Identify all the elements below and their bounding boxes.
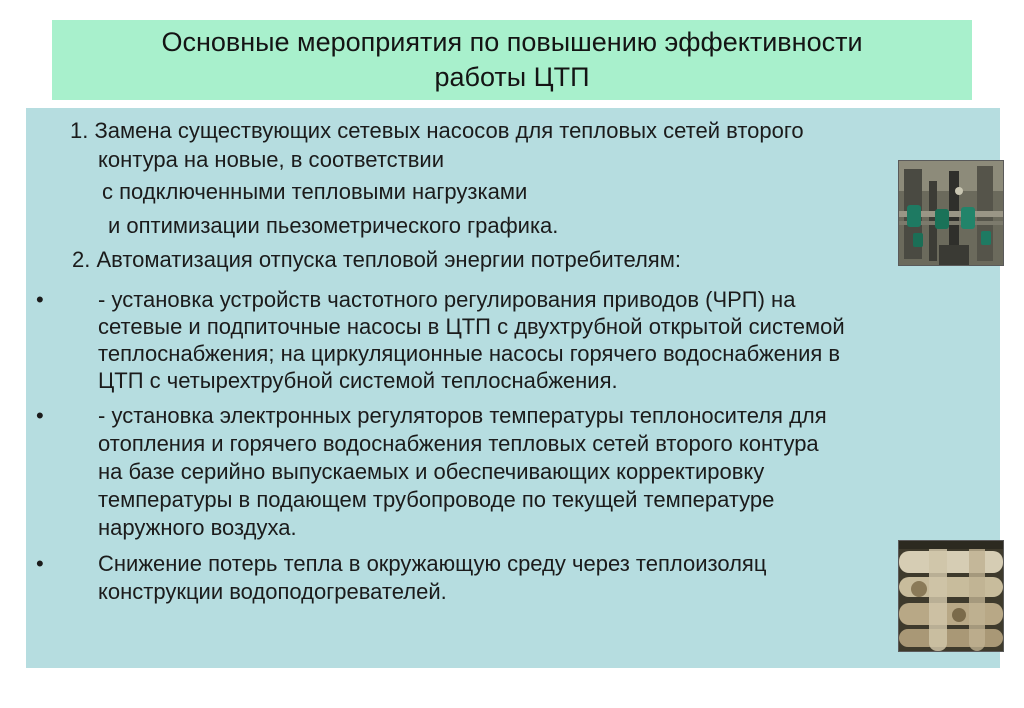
bullet3-line-1: Снижение потерь тепла в окружающую среду через теплоизоляц	[98, 551, 767, 576]
bullet2-line-1: - установка электронных регуляторов температуры теплоносителя для	[98, 403, 827, 428]
bullet-marker: •	[36, 403, 44, 428]
bullet1-line-3: теплоснабжения; на циркуляционные насосы горячего водоснабжения в	[98, 341, 841, 366]
bullet2-line-3: на базе серийно выпускаемых и обеспечивающих корректировку	[98, 459, 765, 484]
bullet3-line-2: конструкции водоподогревателей.	[98, 579, 447, 604]
item2-line-1: 2. Автоматизация отпуска тепловой энергии потребителям:	[72, 247, 681, 272]
bullet1-line-2: сетевые и подпиточные насосы в ЦТП с двухтрубной открытой системой	[98, 314, 845, 339]
item1-line-1: 1. Замена существующих сетевых насосов для тепловых сетей второго	[70, 118, 804, 143]
title-line-2: работы ЦТП	[434, 62, 590, 92]
bullet2-line-2: отопления и горячего водоснабжения тепловых сетей второго контура	[98, 431, 819, 456]
bullet-marker: •	[36, 551, 44, 576]
title-line-1: Основные мероприятия по повышению эффективности	[161, 27, 863, 57]
bullet1-line-1: - установка устройств частотного регулирования приводов (ЧРП) на	[98, 287, 796, 312]
item1-line-4: и оптимизации пьезометрического графика.	[108, 213, 559, 238]
bullet2-line-5: наружного воздуха.	[98, 515, 297, 540]
insulated-pipes-photo	[898, 540, 1004, 652]
bullet2-line-4: температуры в подающем трубопроводе по текущей температуре	[98, 487, 775, 512]
pump-station-photo	[898, 160, 1004, 266]
bullet1-line-4: ЦТП с четырехтрубной системой теплоснабжения.	[98, 368, 618, 393]
bullet-marker: •	[36, 287, 44, 312]
slide-title	[52, 20, 972, 100]
item1-line-2: контура на новые, в соответствии	[98, 147, 444, 172]
item1-line-3: с подключенными тепловыми нагрузками	[102, 179, 528, 204]
